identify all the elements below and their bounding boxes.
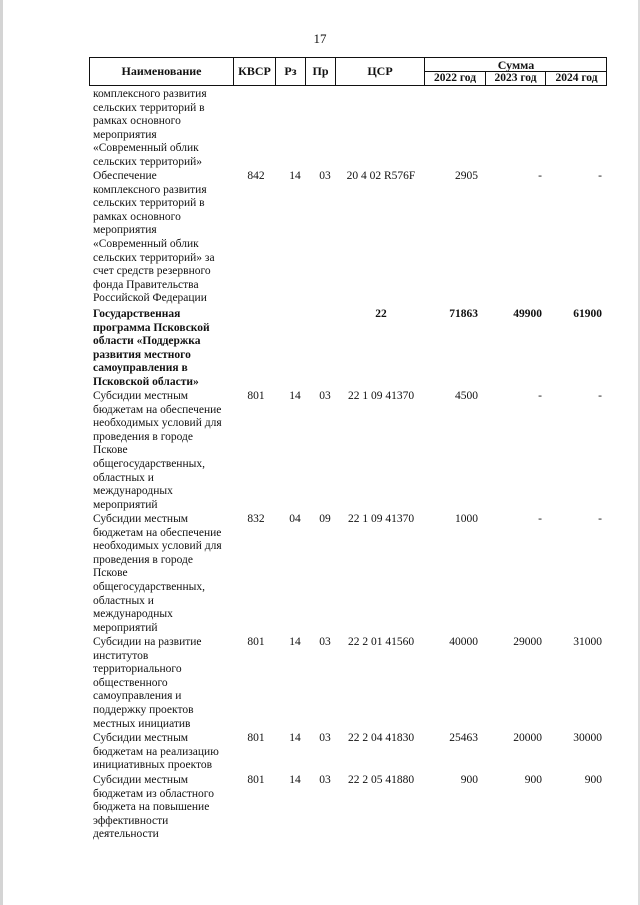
row-csr: 22 2 04 41830 [347, 732, 415, 744]
row-sum-2023: 900 [524, 774, 542, 786]
row-name: Субсидии местным бюджетам на реализацию инициативных проектов [93, 732, 219, 772]
row-rz: 14 [289, 732, 301, 744]
header-year-2024: 2024 год [555, 72, 598, 84]
row-rz: 14 [289, 170, 301, 182]
row-name: Субсидии на развитие институтов территориального общественного самоуправления и поддержку проектов местных инициатив [93, 636, 202, 730]
table-header [89, 57, 607, 86]
row-csr: 22 1 09 41370 [347, 390, 415, 402]
row-csr: 22 2 05 41880 [347, 774, 415, 786]
row-csr: 22 1 09 41370 [347, 513, 415, 525]
row-csr: 22 2 01 41560 [347, 636, 415, 648]
row-pr: 03 [319, 774, 331, 786]
row-pr: 03 [319, 390, 331, 402]
row-pr: 03 [319, 732, 331, 744]
row-sum-2023: - [538, 390, 542, 402]
row-sum-2024: 900 [584, 774, 602, 786]
header-rz: Рз [276, 58, 306, 85]
row-name: Субсидии местным бюджетам на обеспечение необходимых условий для проведения в городе Пскове общегосударственных, областных и международных мероприятий [93, 390, 222, 511]
header-year-2023: 2023 год [486, 72, 546, 85]
header-csr: ЦСР [336, 58, 425, 85]
row-kvsr: 842 [247, 170, 265, 182]
scan-edge-left [0, 0, 3, 905]
row-sum-2022: 71863 [449, 308, 478, 320]
header-year-2022: 2022 год [425, 72, 486, 85]
header-kvsr: КВСР [234, 58, 276, 85]
row-sum-2023: 29000 [513, 636, 542, 648]
row-kvsr: 801 [247, 732, 265, 744]
row-name: комплексного развития сельских территорий в рамках основного мероприятия «Современный облик сельских территорий» [93, 88, 207, 168]
row-rz: 14 [289, 636, 301, 648]
row-sum-2022: 40000 [449, 636, 478, 648]
row-kvsr: 801 [247, 636, 265, 648]
row-name: Государственная программа Псковской области «Поддержка развития местного самоуправления в Псковской области» [93, 308, 210, 388]
row-kvsr: 832 [247, 513, 265, 525]
row-rz: 14 [289, 390, 301, 402]
row-sum-2024: - [598, 170, 602, 182]
row-sum-2024: 61900 [573, 308, 602, 320]
row-pr: 03 [319, 636, 331, 648]
row-sum-2024: 31000 [573, 636, 602, 648]
row-sum-2022: 2905 [455, 170, 478, 182]
header-sum: Сумма [425, 58, 607, 72]
row-name: Обеспечение комплексного развития сельских территорий в рамках основного мероприятия «Современный облик сельских территорий» за счет средств резервного фонда Правительства Российской Федерации [93, 170, 215, 305]
row-name: Субсидии местным бюджетам на обеспечение необходимых условий для проведения в городе Пскове общегосударственных, областных и международных мероприятий [93, 513, 222, 634]
row-sum-2023: - [538, 513, 542, 525]
row-kvsr: 801 [247, 390, 265, 402]
row-pr: 09 [319, 513, 331, 525]
row-sum-2023: 20000 [513, 732, 542, 744]
header-pr: Пр [306, 58, 336, 85]
row-sum-2023: 49900 [513, 308, 542, 320]
row-sum-2024: - [598, 390, 602, 402]
header-name: Наименование [90, 58, 234, 85]
row-rz: 14 [289, 774, 301, 786]
row-csr: 22 [375, 308, 387, 320]
row-csr: 20 4 02 R576F [346, 170, 416, 182]
row-sum-2022: 900 [460, 774, 478, 786]
page-number: 17 [313, 31, 327, 46]
row-sum-2022: 25463 [449, 732, 478, 744]
row-sum-2023: - [538, 170, 542, 182]
row-sum-2022: 4500 [455, 390, 478, 402]
row-sum-2024: 30000 [573, 732, 602, 744]
row-rz: 04 [289, 513, 301, 525]
row-sum-2022: 1000 [455, 513, 478, 525]
row-kvsr: 801 [247, 774, 265, 786]
row-name: Субсидии местным бюджетам из областного бюджета на повышение эффективности деятельности [93, 774, 214, 841]
row-pr: 03 [319, 170, 331, 182]
row-sum-2024: - [598, 513, 602, 525]
